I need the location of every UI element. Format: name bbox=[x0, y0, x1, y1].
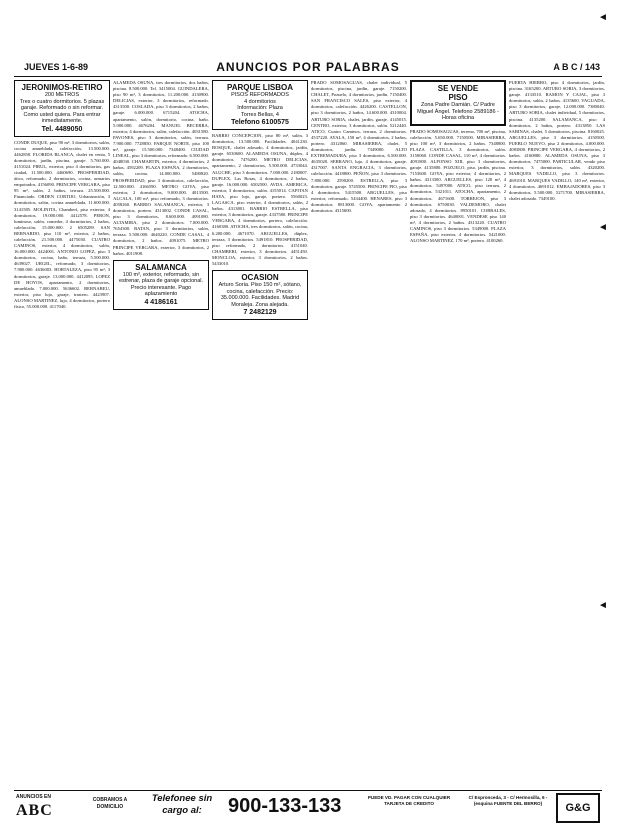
ad-box-phone: Telefono 6100575 bbox=[231, 119, 289, 126]
footer-anuncios: ANUNCIOS EN bbox=[16, 794, 52, 800]
footer-address: C/ Espronceda, 3 - C/ Hermosilla, 6 - (esquina FUENTE DEL BERRO) bbox=[468, 795, 548, 806]
ad-box-phone: 4 4186161 bbox=[144, 298, 178, 306]
ad-box-salamanca bbox=[113, 260, 209, 310]
footer-phone-number: 900-133-133 bbox=[228, 795, 342, 817]
ad-box-parque-lisboa bbox=[212, 80, 308, 130]
ad-box-title: SE VENDE bbox=[437, 84, 479, 93]
column-2 bbox=[113, 80, 209, 786]
column-6 bbox=[509, 80, 605, 786]
column-text: PUERTA HIERRO, piso 4 dormitorios, jardín, piscina. 3165200. ARTURO SORIA, 3 dormitorios, garaje. 4133510. RAMON Y CAJAL, piso 3 dormitorios, salón, 2 baños. 4135600. VAGUADA, piso 3 dormitorios, garaje, 12.000.000. 7380040. ARTURO SORIA, chalet individual, 5 dormitorios, piscina. 4135200. SALAMANCA, piso 4 dormitorios, 2 baños, portero. 4313850. LAS SABINAS, chalet, 5 dormitorios, piscina. 8160025. ARGUELLES, piso 3 dormitorios. 4150500. PUEBLO NUEVO, piso 2 dormitorios, 4.000.000. 4083800. PRINCIPE VERGARA, 4 dormitorios, 2 baños. 4160880. ALAMEDA OSUNA, piso 3 dormitorios. 7475000. PARTICULAR, vendo piso exterior, 3 dormitorios, salón. 4320200. MARQUES VADILLO, piso 3 dormitorios. 4691010. MARQUES VADILLO, 140 m², exterior, 4 dormitorios. 4691012. EMBAJADORES, piso 3 dormitorios, 5.500.000. 5271700. MIRASIERRA, chalet adosado. 7349100. bbox=[509, 80, 605, 201]
page-header bbox=[14, 60, 602, 77]
footer-pago: PUEDE VD. PAGAR CON CUALQUIER TARJETA DE CREDITO bbox=[367, 795, 451, 806]
ad-box-title: SALAMANCA bbox=[135, 262, 187, 272]
column-text: CONDE DUQUE, piso 90 m², 3 dormitorios, salón, cocina amueblada, calefacción, 13.500.000. 4462858. FLORIDA BLANCA, chalet en venta, 5 dormitorios, jardín, piscina, garaje. 5.760.000. 4151024. PIRUL, exterior, piso 4 dormitorios, gas ciudad, 11.500.000. 4460690. PROSPERIDAD, ático, reformado, 2 dormitorios, cocina, armarios empotrados. 4156090. PRINCIPE VERGARA, piso 95 m², salón, 2 baños, terraza. 25.500.000. Financiado. ORDEN CORTIJO, Urbanización, 3 dormitorios, salón, cocina amueblada, 11.600.000. 3141585. MOLINITA, Chamberí, piso exterior, 4 dormitorios, 19.000.000. 4412578. PERON, luminoso, salón, comedor, 4 dormitorios, 2 baños, calefacción, 15.000.000. 2 6505289. SAN BERNARDO, piso 110 m², exterior, 2 baños, calefacción. 21.500.000. 4475030. CUATRO CAMINOS, exterior, 4 dormitorios, salón, 16.000.000. 4424001. ANTONIO LOPEZ, piso 3 dormitorios, cocina, baño, terraza, 5.500.000. 4639027. URGEL, reformado, 3 dormitorios, 7.900.000. 4636003. HORTALEZA, piso 95 m², 3 dormitorios, garaje. 13.000.000. 4412095. LOPEZ DE HOYOS, apartamento, 2 dormitorios, amueblado. 7.000.000. 5636602. BERNABEU, exterior, piso lujo, garaje, trastero. 4423907. ALONSO MARTINEZ, lujo, 4 dormitorios, portero físico, 55.000.000. 4117040. bbox=[14, 139, 110, 310]
ad-box-area: 200 METROS bbox=[44, 92, 80, 98]
footer-telefonee: Telefonee sin cargo al: bbox=[151, 793, 213, 816]
classifieds-columns bbox=[14, 80, 606, 786]
gg-logo: G&G bbox=[556, 793, 600, 823]
column-3 bbox=[212, 80, 308, 786]
ad-box-sub: PISOS REFORMADOS bbox=[231, 92, 289, 98]
ad-box-desc: Arturo Soria. Piso 150 m², sótano, cocina, calefacción. Precio: 35.000.000. Facilidades. Madrid Moraleja. Zona alejada. bbox=[218, 282, 302, 308]
ad-box-title: OCASION bbox=[241, 273, 279, 283]
column-text: PRADO SOMOSAGUAS, chalet individual, 5 dormitorios, piscina, jardín, garaje. 7150200. CHALET, Pozuelo, 4 dormitorios, jardín. 7150400. SAN FRANCISCO SALES, piso exterior, 4 dormitorios, calefacción. 4426200. CASTELLON, piso 3 dormitorios, 2 baños, 14.600.000. 4310004. ARTURO SORIA, chalet, jardín, garaje. 4145015. CENTRO, exterior, 3 dormitorios, salón. 5212440. ATICO, Cuatro Caminos, terraza, 2 dormitorios. 4537220. AYALA, 150 m², 4 dormitorios, 2 baños, portero. 4312060. MIRASIERRA, chalet, 5 dormitorios, jardín. 7349000. ALTO EXTREMADURA, piso 3 dormitorios, 6.500.000. 4635020. SERRANO, lujo, 4 dormitorios, garaje. 4317007. SANTA ENGRACIA, 3 dormitorios, calefacción. 4418800. PEÑON, piso 3 dormitorios. 7.800.000. 2590200. ESTRELLA, piso 3 dormitorios, garaje. 5745500. PRINCIPE PIO, piso 4 dormitorios. 5415500. ARGUELLES, piso exterior, reformado. 5434400. HENARES, piso 3 dormitorios. 8813000. GOYA, apartamento 2 dormitorios. 4315600. bbox=[311, 80, 407, 213]
page-number: A B C / 143 bbox=[553, 62, 600, 72]
margin-mark-icon: ◄ bbox=[598, 600, 608, 611]
margin-mark-icon: ◄ bbox=[598, 222, 608, 233]
ad-box-line: 4 dormitorios bbox=[244, 98, 276, 105]
ad-box-jeronimos bbox=[14, 80, 110, 137]
column-text: BARRIO CONCEPCION, piso 80 m², salón, 3 dormitorios, 13.500.000. Facilidades. 4041230. BOSQUE, chalet adosado, 4 dormitorios, jardín, garaje. 6530600. ALAMEDA OSUNA, dúplex, 4 dormitorios. 7476200. METRO DELICIAS, apartamento, 2 dormitorios, 5.500.000. 4733044. ALUCHE, piso 3 dormitorios. 7.000.000. 2180007. DUPLEX, Las Rosas, 4 dormitorios, 2 baños, garaje. 16.000.000. 6502500. AVDA. AMERICA, exterior, 3 dormitorios, salón. 4155014. CAPITAN HAYA, piso lujo, garaje, portero. 5560023. LAGASCA, piso exterior, 4 dormitorios, salón, 2 baños. 4313801. BARRIO ESTRELLA, piso exterior, 3 dormitorios, garaje. 4337580. PRINCIPE VERGARA, 4 dormitorios, portero, calefacción. 4160380. ATOCHA, tres dormitorios, salón, cocina, 6.200.000. 4671070. ARGUELLES, dúplex, terraza, 3 dormitorios. 5491810. PROSPERIDAD, piso reformado, 2 dormitorios. 4151040. CHAMBERI, exterior, 3 dormitorios. 4451450. MONCLOA, exterior, 3 dormitorios, 2 baños. 5433010. bbox=[212, 133, 308, 266]
ad-box-se-vende bbox=[410, 80, 506, 126]
ad-box-ocasion bbox=[212, 270, 308, 320]
column-1 bbox=[14, 80, 110, 786]
ad-box-phone: Tel. 4489050 bbox=[41, 125, 83, 133]
ad-box-phone: 7 2482129 bbox=[243, 309, 277, 317]
ad-box-line: Torres Bellas, 4 bbox=[241, 111, 279, 118]
column-4 bbox=[311, 80, 407, 786]
section-title: ANUNCIOS POR PALABRAS bbox=[216, 60, 400, 74]
ad-box-line: Información: Plaza bbox=[237, 105, 283, 111]
ad-box-desc: Zona Padre Damián. C/ Padre Miguel Ángel. Telefono 2589186 - Horas oficina bbox=[417, 102, 499, 121]
ad-box-title: PARQUE LISBOA bbox=[226, 83, 294, 92]
column-5 bbox=[410, 80, 506, 786]
column-text: PRADO SOMOSAGUAS, terreno, 700 m², piscina, calefacción. 5.650.000. 7150500. MIRASIERRA, piso 100 m², 3 dormitorios, 2 baños. 7348800. PLAZA CASTILLA, 3 dormitorios, salón. 3150060. CONDE CASAL, 110 m², 4 dormitorios. 4091800. ALFONSO XIII, piso 3 dormitorios, garaje. 4135800. POZUELO, piso, jardín, piscina. 7153600. GOYA, piso exterior, 4 dormitorios, 2 baños. 4313300. ARGUELLES, piso 120 m², 4 dormitorios. 5497000. ATICO, piso terraza, 2 dormitorios. 5321011. ATOCHA, apartamento, 2 dormitorios. 4671600. TORREJON, piso 3 dormitorios. 6750030. VALDEMORO, chalet adosado, 4 dormitorios. 8950101. CORRALES, piso 3 dormitorios. 4640001. VENDESE piso 140 m², 4 dormitorios, 2 baños. 4313220. CUATRO CAMINOS, piso 3 dormitorios. 5349000. PLAZA ESPAÑA, piso exterior, 4 dormitorios. 5421000. ALONSO MARTINEZ, 170 m², portero. 4100260. bbox=[410, 128, 506, 244]
abc-logo: ABC bbox=[16, 802, 53, 819]
issue-date: JUEVES 1-6-89 bbox=[24, 62, 89, 72]
ad-box-title: JERONIMOS-RETIRO bbox=[21, 83, 103, 92]
footer-cobramos: COBRAMOS A DOMICILIO bbox=[92, 797, 128, 810]
footer-banner bbox=[14, 790, 602, 823]
margin-mark-icon: ◄ bbox=[598, 12, 608, 23]
ad-box-sub: PISO bbox=[448, 93, 468, 102]
column-text: ALAMEDA OSUNA, tres dormitorios, dos baños, piscina. 8.500.000. Tel. 3415004. GUINDALERA, piso 90 m², 3 dormitorios, 11.200.000. 4130900. DELICIAS, exterior, 3 dormitorios, reformado. 4313500. COSLADA, piso 3 dormitorios, 2 baños, garaje. 6.000.000. 6715204. ATOCHA, apartamento, salón, dormitorio, cocina, baño. 5.000.000. 4676204. MANUEL BECERRA, exterior, 4 dormitorios, salón, calefacción. 4031580. PAVONES, piso 3 dormitorios, salón, terraza. 7.900.000. 7728850. PARQUE NORTE, piso 100 m², garaje. 15.500.000. 7348400. CIUDAD LINEAL, piso 3 dormitorios, reformado. 6.500.000. 4048030. CHAMARTIN, exterior, 4 dormitorios, 2 baños. 4592209. PLAZA ESPAÑA, 2 dormitorios, salón, cocina. 14.000.000. 5480820. PROSPERIDAD, piso 3 dormitorios, calefacción, 12.500.000. 4166590. METRO GOYA, piso exterior, 2 dormitorios, 9.000.000. 4013500. ALCALA, 100 m², piso reformado, 3 dormitorios. 4058260. BARRIO SALAMANCA, exterior, 3 dormitorios, portero. 4313002. CONDE CASAL, piso 3 dormitorios, 8.600.000. 4091080. ALTAMIRA, piso 2 dormitorios. 7.000.000. 7654300. BATAN, piso 3 dormitorios, salón, terraza. 5.500.000. 4640220. CONDE CASAL, 4 dormitorios, 2 baños. 4091075. METRO PRINCIPE VERGARA, exterior, 3 dormitorios, 2 baños. 4011908. bbox=[113, 80, 209, 256]
ad-box-desc: Tres o cuatro dormitorios. 5 plazas garaje. Reformado o sin reformar. Como usted quiera. Para entrar inmediatamente. bbox=[19, 98, 105, 124]
ad-box-desc: 100 m², exterior, reformado, sin estrenar, plaza de garaje opcional. Precio interesante. Pago aplazamiento bbox=[118, 271, 204, 298]
